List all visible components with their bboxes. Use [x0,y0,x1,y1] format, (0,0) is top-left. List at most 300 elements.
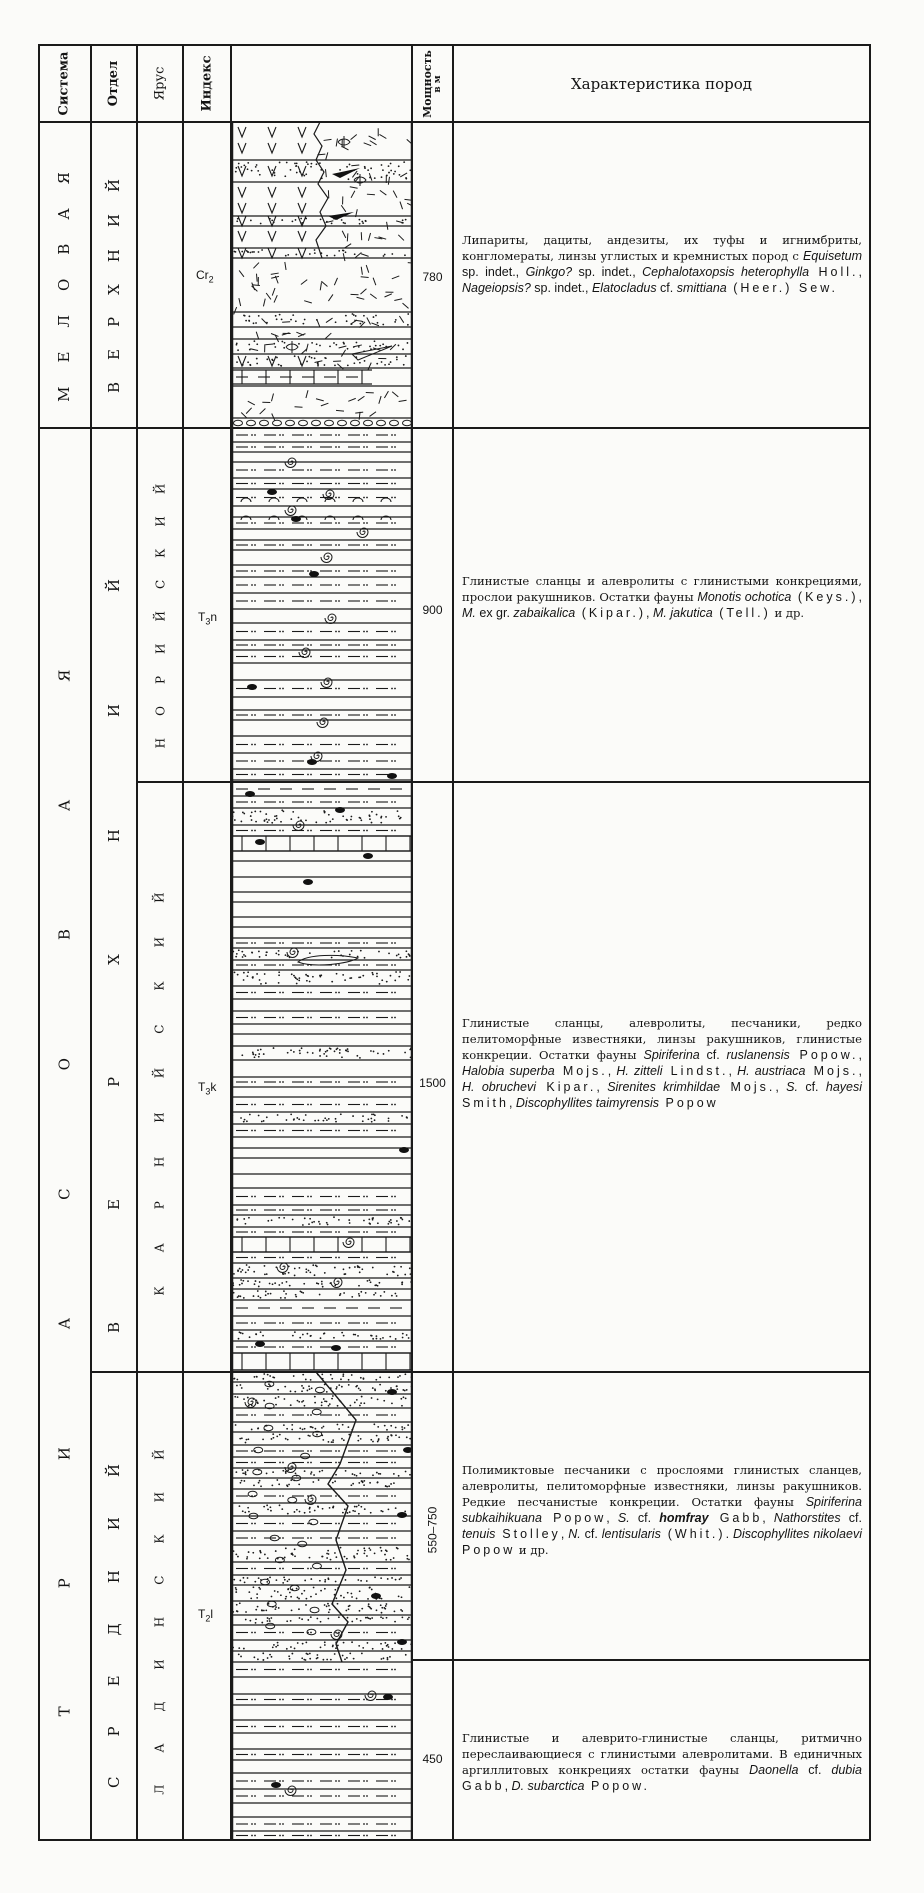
sand-dot [299,1427,301,1429]
silt-dot [307,446,309,448]
sand-dot [306,1271,308,1273]
silt-dot [251,469,253,471]
tuff-dash [301,280,307,285]
sand-dot [319,1049,321,1051]
sand-dot [238,1647,240,1649]
sand-dot [242,1469,244,1471]
sand-dot [328,1553,330,1555]
taxon: M. jakutica [652,606,713,620]
tuff-dash [339,346,347,348]
silt-dot [391,1462,393,1464]
author: Lindst. [662,1064,729,1078]
silt-dot [335,570,337,572]
silt-dot [254,774,256,776]
sand-dot [304,1470,306,1472]
sand-dot [237,1556,239,1558]
tuff-dash [379,396,381,404]
stage-norian [137,428,183,782]
sand-dot [340,1113,342,1115]
ammonite-icon [321,553,332,563]
sand-dot [328,1605,330,1607]
silt-dot [310,1231,312,1233]
sand-dot [299,1052,301,1054]
sand-dot [283,347,285,349]
silt-dot [391,942,393,944]
silt-dot [279,801,281,803]
stage-ladinian [137,1372,183,1840]
sand-dot [335,321,337,323]
series-upper-cretaceous [90,122,137,428]
concretion-icon [397,1512,407,1518]
sand-dot [299,1337,301,1339]
sand-dot [253,1586,255,1588]
sand-dot [237,1296,239,1298]
silt-dot [338,1450,340,1452]
author: (Heer.) [726,281,793,295]
sand-dot [374,340,376,342]
sand-dot [374,1390,376,1392]
sand-dot [258,1053,260,1055]
sand-dot [351,1374,353,1376]
sand-dot [326,1605,328,1607]
col-border [230,44,232,1841]
sand-dot [256,363,258,365]
tuff-dash [361,254,369,257]
sand-dot [337,1603,339,1605]
sand-dot [310,1616,312,1618]
silt-dot [335,1754,337,1756]
sand-dot [304,1512,306,1514]
silt-dot [279,1104,281,1106]
tuff-dash [324,139,332,140]
silt-dot [394,631,396,633]
sand-dot [272,1471,274,1473]
sand-dot [343,342,345,344]
tuff-dash [370,294,376,299]
silt-dot [338,1795,340,1797]
tuff-dash [351,165,359,166]
desc-text: и др. [770,606,805,620]
sand-dot [323,1426,325,1428]
sand-dot [316,1654,318,1656]
desc-text: Глинистые и алеврито-глинистые сланцы, ритмично переслаивающиеся с глинистыми алевролитами. В единичных аргиллитовых конкрециях остатки фауны [462,1731,862,1777]
silt-dot [282,1209,284,1211]
sand-dot [345,1610,347,1612]
silt-dot [363,1823,365,1825]
sand-dot [321,1373,323,1375]
sand-dot [394,321,396,323]
sand-dot [401,1405,403,1407]
index-t2l [198,1607,213,1623]
silt-dot [251,544,253,546]
sand-dot [311,163,313,165]
sand-dot [309,952,311,954]
sand-dot [238,1338,240,1340]
silt-dot [394,1130,396,1132]
silt-dot [366,1462,368,1464]
sand-dot [235,1424,237,1426]
sand-dot [240,821,242,823]
sand-dot [326,1119,328,1121]
silt-dot [282,1669,284,1671]
sand-dot [275,1404,277,1406]
sand-dot [278,982,280,984]
sand-dot [247,1269,249,1271]
sand-dot [401,1115,403,1117]
sand-dot [407,342,409,344]
sand-dot [304,1217,306,1219]
sand-dot [334,1050,336,1052]
silt-dot [391,497,393,499]
index-sub: 2 [208,274,214,285]
silt-dot [366,942,368,944]
silt-dot [307,1669,309,1671]
silt-dot [254,497,256,499]
silt-dot [335,1450,337,1452]
sand-dot [276,1479,278,1481]
silt-dot [254,964,256,966]
sand-dot [267,1374,269,1376]
silt-dot [254,631,256,633]
tuff-dash [343,253,345,261]
sand-dot [398,1436,400,1438]
sand-dot [372,1441,374,1443]
silt-dot [251,1568,253,1570]
author: Mojs. [720,1080,776,1094]
silt-dot [279,1495,281,1497]
sand-dot [349,1405,351,1407]
sand-dot [267,1657,269,1659]
silt-dot [363,688,365,690]
sand-dot [296,1117,298,1119]
silt-dot [394,1257,396,1259]
sand-dot [277,1644,279,1646]
sand-dot [368,1605,370,1607]
sand-dot [271,169,273,171]
sand-dot [271,822,273,824]
sand-dot [341,219,343,221]
sand-dot [393,1557,395,1559]
sand-dot [349,954,351,956]
tuff-dash [272,413,275,420]
sand-dot [277,1389,279,1391]
sand-dot [288,1272,290,1274]
silt-dot [394,1568,396,1570]
sand-dot [364,1550,366,1552]
sand-dot [378,1473,380,1475]
sand-dot [267,821,269,823]
volcanic-v [238,187,246,197]
silt-dot [251,1795,253,1797]
sand-dot [318,1479,320,1481]
sand-dot [300,218,302,220]
sand-dot [235,1591,237,1593]
sand-dot [385,1549,387,1551]
sand-dot [334,951,336,953]
sand-dot [303,1387,305,1389]
silt-dot [282,1780,284,1782]
sand-dot [296,162,298,164]
silt-dot [307,1780,309,1782]
sand-dot [298,977,300,979]
sand-dot [396,1388,398,1390]
silt-dot [394,1450,396,1452]
silt-dot [279,1017,281,1019]
sand-dot [278,1217,280,1219]
sand-dot [245,1611,247,1613]
silt-dot [254,434,256,436]
sand-dot [339,1052,341,1054]
silt-dot [391,1795,393,1797]
sand-dot [408,1337,410,1339]
silt-dot [338,522,340,524]
sand-dot [250,1597,252,1599]
silt-dot [363,644,365,646]
sand-dot [407,1424,409,1426]
sand-dot [297,1400,299,1402]
sand-dot [264,819,266,821]
sand-dot [391,1295,393,1297]
sand-dot [288,1484,290,1486]
sand-dot [262,1652,264,1654]
sand-dot [285,1596,287,1598]
author: (Whit.) [660,1527,726,1541]
sand-dot [340,1547,342,1549]
sand-dot [345,1470,347,1472]
tuff-dash [320,282,321,290]
silt-dot [338,497,340,499]
index-sub: 3 [205,1086,211,1097]
sand-dot [290,1646,292,1648]
silt-dot [282,1795,284,1797]
sand-dot [259,1480,261,1482]
taxon: hayesi [825,1080,863,1094]
sand-dot [239,1602,241,1604]
sand-dot [400,1398,402,1400]
sand-dot [343,1335,345,1337]
silt-dot [282,1726,284,1728]
header-thickness [412,45,453,122]
tuff-dash [361,267,362,275]
author: (Tell.) [712,606,771,620]
taxon: dubia [831,1763,862,1777]
sand-dot [404,1427,406,1429]
desc-text: , [646,606,653,620]
desc-text: , [606,1511,618,1525]
sand-dot [340,1378,342,1380]
silt-dot [391,688,393,690]
sand-dot [243,1398,245,1400]
sand-dot [343,1439,345,1441]
silt-dot [391,964,393,966]
sand-dot [342,1655,344,1657]
sand-dot [240,1271,242,1273]
sand-dot [371,972,373,974]
silt-dot [282,584,284,586]
silt-dot [338,774,340,776]
sand-dot [242,956,244,958]
silt-dot [254,1017,256,1019]
sand-dot [305,173,307,175]
sand-dot [287,1439,289,1441]
sand-dot [303,1283,305,1285]
silt-dot [254,1130,256,1132]
sand-dot [274,815,276,817]
sand-dot [279,314,281,316]
index-cr2 [196,268,214,284]
sand-dot [242,1510,244,1512]
sand-dot [396,359,398,361]
sand-dot [276,815,278,817]
desc-text: , [858,265,862,279]
pebble-icon [273,420,282,426]
facies-contact [314,122,328,258]
sand-dot [306,161,308,163]
silt-dot [363,1322,365,1324]
sand-dot [265,982,267,984]
silt-dot [254,1523,256,1525]
sand-dot [370,1608,372,1610]
sand-dot [309,253,311,255]
silt-dot [366,744,368,746]
silt-dot [282,1231,284,1233]
sand-dot [305,819,307,821]
sand-dot [394,1266,396,1268]
sand-dot [389,1656,391,1658]
tuff-dash [326,318,333,322]
lithology-column [232,122,412,1840]
sand-dot [280,1594,282,1596]
silt-dot [282,600,284,602]
sand-dot [316,1282,318,1284]
tuff-dash [248,401,255,405]
header-thickness-line1: Мощность [420,49,434,118]
sand-dot [299,1050,301,1052]
silt-dot [391,1257,393,1259]
sand-dot [359,1472,361,1474]
desc-text: cf. [629,1511,660,1525]
shell-icon [269,498,279,502]
sand-dot [388,1485,390,1487]
sand-dot [254,1581,256,1583]
silt-dot [279,992,281,994]
sand-dot [258,251,260,253]
sand-dot [314,357,316,359]
silt-dot [394,644,396,646]
sand-dot [381,979,383,981]
concretion-icon [397,1639,407,1645]
silt-dot [391,714,393,716]
tuff-dash [271,273,279,274]
silt-dot [279,830,281,832]
sand-dot [283,1577,285,1579]
sand-dot [338,250,340,252]
sand-dot [362,975,364,977]
sand-dot [356,1618,358,1620]
sand-dot [381,176,383,178]
silt-dot [307,1823,309,1825]
sand-dot [251,811,253,813]
silt-dot [335,774,337,776]
sand-dot [381,1607,383,1609]
sand-dot [314,252,316,254]
silt-dot [307,544,309,546]
tuff-dash [384,391,388,398]
silt-dot [335,1780,337,1782]
sand-dot [327,1618,329,1620]
sand-dot [398,1224,400,1226]
silt-dot [279,1414,281,1416]
silt-dot [366,570,368,572]
tuff-dash [252,286,258,291]
header-thickness-line2: в м [432,74,443,93]
sand-dot [248,315,250,317]
sand-dot [247,361,249,363]
volcanic-v [268,143,276,153]
ammonite-icon [331,1278,342,1288]
silt-dot [394,744,396,746]
silt-dot [251,1017,253,1019]
silt-dot [338,1322,340,1324]
system-label: ТРИАСОВАЯ [55,551,73,1717]
sand-dot [396,356,398,358]
silt-dot [391,644,393,646]
silt-dot [254,1346,256,1348]
sand-dot [276,1579,278,1581]
pebble-icon [286,420,295,426]
author: Popow [541,1511,607,1525]
sand-dot [245,1442,247,1444]
silt-dot [363,964,365,966]
sand-dot [236,1385,238,1387]
sand-dot [376,814,378,816]
sand-dot [273,1644,275,1646]
sand-dot [345,1579,347,1581]
sand-dot [380,1295,382,1297]
silt-dot [307,1450,309,1452]
sand-dot [278,974,280,976]
silt-dot [394,434,396,436]
silt-dot [279,631,281,633]
header-stage-label: Ярус [152,66,168,101]
silt-dot [310,631,312,633]
sand-dot [377,322,379,324]
sand-dot [278,971,280,973]
header-index-label: Индекс [199,55,215,112]
sand-dot [255,322,257,324]
sand-dot [260,1049,262,1051]
silt-dot [254,544,256,546]
sand-dot [339,169,341,171]
description-t2l-upper [462,1462,862,1558]
sand-dot [334,364,336,366]
row-border-cretaceous-triassic [38,427,871,429]
sand-dot [386,1617,388,1619]
sand-dot [267,1388,269,1390]
sand-dot [362,1120,364,1122]
sand-dot [344,1658,346,1660]
silt-dot [394,1795,396,1797]
sand-dot [290,319,292,321]
pebble-icon [377,420,386,426]
silt-dot [279,744,281,746]
silt-dot [254,1568,256,1570]
sand-dot [341,1056,343,1058]
silt-dot [310,1823,312,1825]
sand-dot [298,979,300,981]
silt-dot [279,544,281,546]
sand-dot [370,1439,372,1441]
